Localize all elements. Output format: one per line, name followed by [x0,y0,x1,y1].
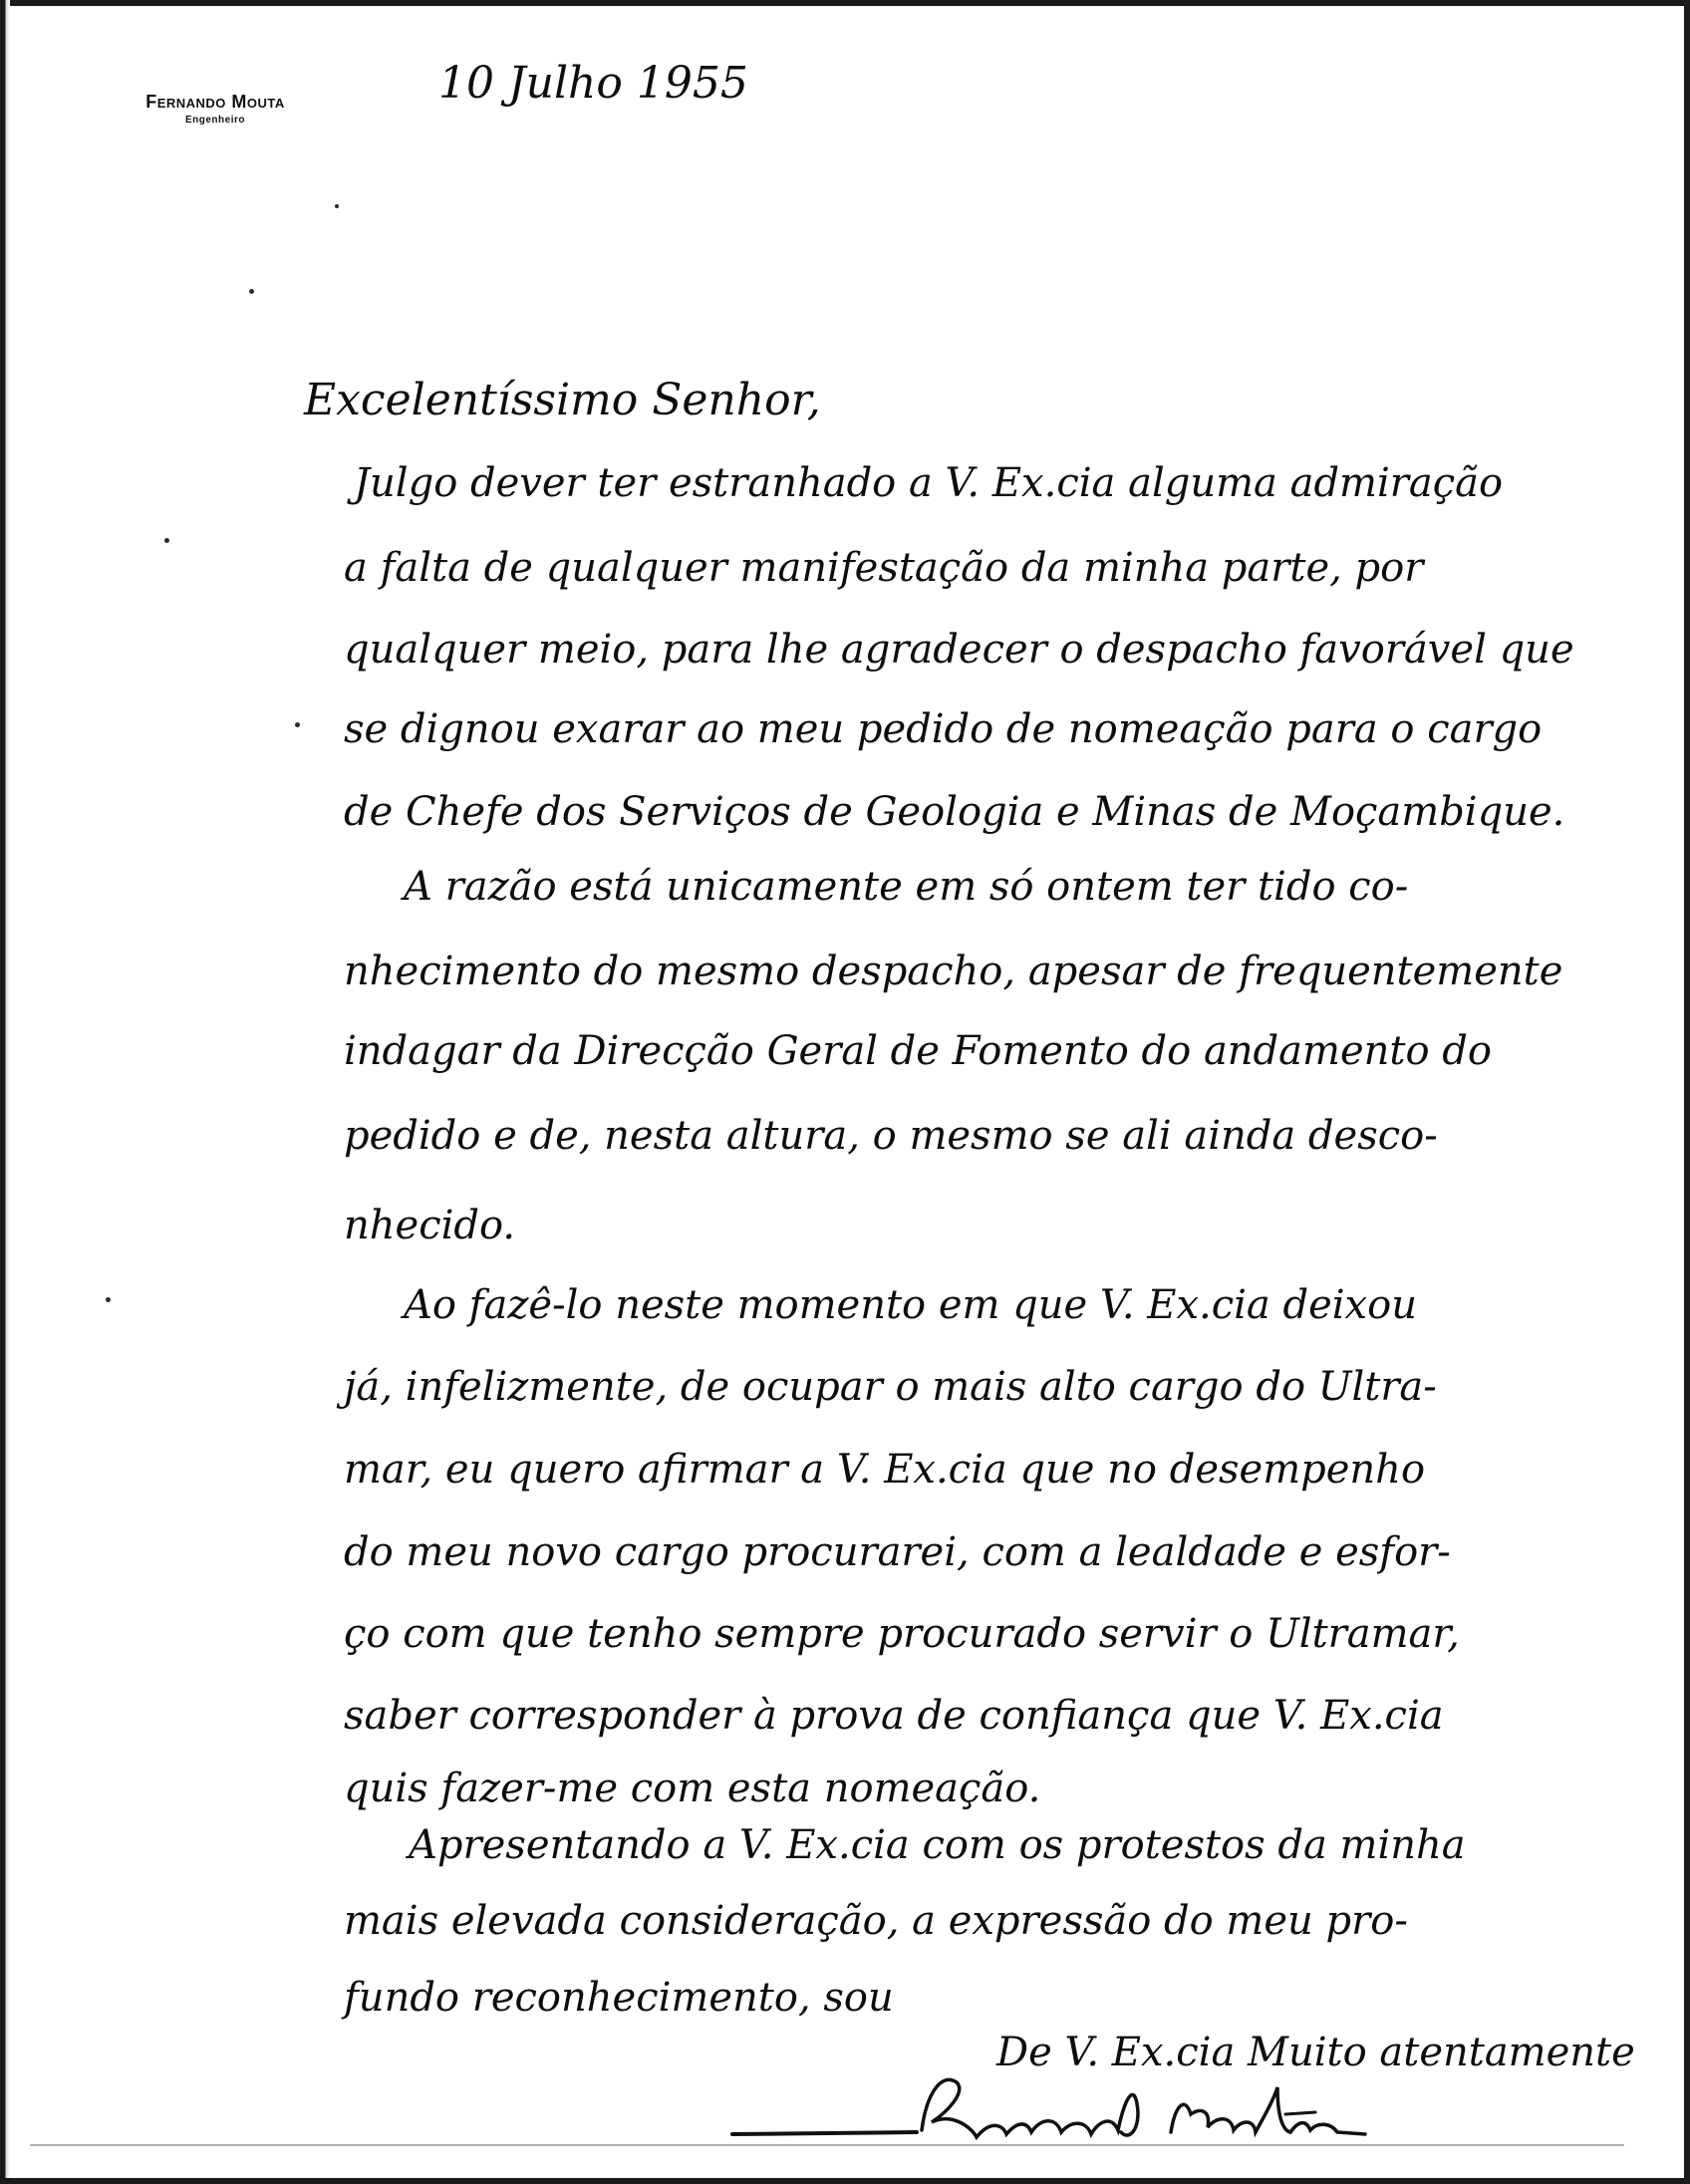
body-line: de Chefe dos Serviços de Geologia e Minas de Moçambique. [344,789,1565,835]
letter-date: 10 Julho 1955 [438,58,748,109]
body-line: indagar da Direcção Geral de Fomento do andamento do [344,1028,1492,1074]
letterhead [96,92,335,126]
scan-border-left [0,0,10,2184]
scan-speck [249,289,254,294]
body-line: mar, eu quero afirmar a V. Ex.cia que no desempenho [344,1447,1426,1493]
scan-speck [335,204,339,208]
body-line: Ao fazê-lo neste momento em que V. Ex.cia deixou [404,1282,1417,1328]
scan-border-bottom [0,2178,1690,2184]
body-line: Julgo dever ter estranhado a V. Ex.cia alguma admiração [354,460,1504,506]
handwritten-signature [727,2052,1475,2172]
scan-speck [106,1297,111,1302]
body-line: A razão está unicamente em só ontem ter tido co- [404,864,1409,910]
body-line: já, infelizmente, de ocupar o mais alto cargo do Ultra- [344,1364,1437,1410]
body-line: saber corresponder à prova de confiança que V. Ex.cia [344,1693,1444,1739]
scan-speck [164,538,169,543]
body-line: mais elevada consideração, a expressão do meu pro- [344,1898,1408,1944]
body-line: qualquer meio, para lhe agradecer o despacho favorável que [344,627,1574,673]
body-line: nhecimento do mesmo despacho, apesar de frequentemente [344,949,1563,994]
scan-border-top [0,0,1690,6]
body-line: ço com que tenho sempre procurado servir o Ultramar, [344,1611,1460,1657]
scan-speck [295,722,300,727]
letter-salutation: Excelentíssimo Senhor, [304,375,821,425]
body-line: se dignou exarar ao meu pedido de nomeação para o cargo [344,706,1543,752]
body-line: pedido e de, nesta altura, o mesmo se ali ainda desco- [344,1113,1438,1159]
body-line: fundo reconhecimento, sou [344,1975,894,2021]
letter-closing: De V. Ex.cia Muito atentamente [996,2030,1635,2075]
body-line: Apresentando a V. Ex.cia com os protestos da minha [409,1822,1466,1868]
body-line: nhecido. [344,1203,516,1248]
body-line: a falta de qualquer manifestação da minha parte, por [344,545,1424,591]
letterhead-name: Fernando Mouta [145,92,285,112]
letterhead-title: Engenheiro [184,115,245,126]
body-line: quis fazer-me com esta nomeação. [344,1766,1041,1811]
scan-border-right [1684,0,1690,2184]
body-line: do meu novo cargo procurarei, com a lealdade e esfor- [344,1529,1451,1575]
